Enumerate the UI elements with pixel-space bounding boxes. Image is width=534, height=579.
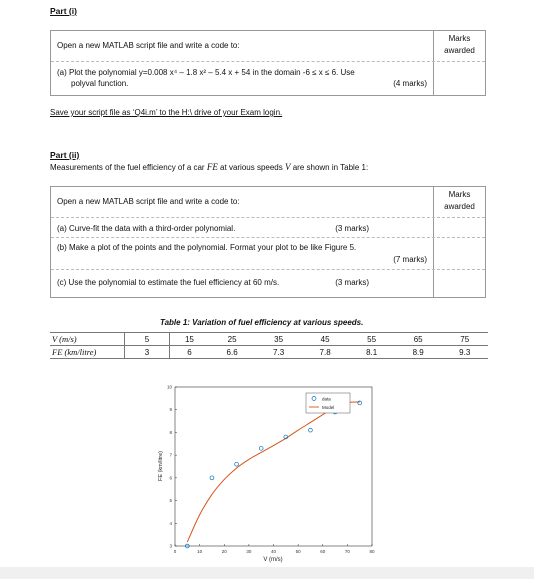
x-axis-label: V (m/s) <box>263 557 283 563</box>
table-cell: 6.6 <box>209 346 256 359</box>
y-tick-label: 7 <box>169 452 172 458</box>
table-cell: 8.1 <box>348 346 395 359</box>
viewer-footer-bar <box>0 567 534 579</box>
part2-intro: Measurements of the fuel efficiency of a car FE at various speeds V are shown in Table 1: <box>50 162 369 172</box>
y-tick-label: 10 <box>166 384 172 390</box>
table-cell: 6 <box>170 346 209 359</box>
x-tick-label: 60 <box>320 549 326 554</box>
y-tick-label: 9 <box>169 407 172 413</box>
y-tick-label: 4 <box>169 520 172 526</box>
table-cell: 55 <box>348 333 395 346</box>
part2-item-a-marks: (3 marks) <box>335 224 369 233</box>
part2-item-a: (a) Curve-fit the data with a third-order polynomial. (3 marks) <box>57 224 369 233</box>
y-axis-label: FE (km/litre) <box>158 451 164 481</box>
x-tick-label: 20 <box>221 549 227 554</box>
table-cell: 35 <box>255 333 302 346</box>
part1-item-a <box>51 62 433 95</box>
legend <box>306 393 350 413</box>
part1-question-box <box>50 30 486 96</box>
x-tick-label: 0 <box>173 549 177 554</box>
x-tick-label: 10 <box>197 549 203 554</box>
table-row-speed <box>50 333 488 346</box>
table-cell: 5 <box>125 333 170 346</box>
fuel-efficiency-plot <box>140 378 400 568</box>
x-tick-label: 50 <box>295 549 301 554</box>
part2-item-b-marks: (7 marks) <box>393 255 427 264</box>
y-tick-label: 5 <box>169 498 172 504</box>
part2-marks-header: Marks awarded <box>433 187 485 217</box>
row-label-speed: V (m/s) <box>50 333 125 346</box>
table1-caption: Table 1: Variation of fuel efficiency at various speeds. <box>160 318 364 327</box>
part1-marks-header: Marks awarded <box>433 31 485 61</box>
x-tick-label: 80 <box>369 549 375 554</box>
table-cell: 45 <box>302 333 349 346</box>
x-tick-label: 30 <box>246 549 252 554</box>
table-cell: 3 <box>125 346 170 359</box>
table-cell: 7.8 <box>302 346 349 359</box>
part2-item-b: (b) Make a plot of the points and the polynomial. Format your plot to be like Figure 5. (7 marks) <box>57 243 427 264</box>
part2-item-b-award-cell <box>433 238 485 269</box>
part2-item-c-marks: (3 marks) <box>335 278 369 287</box>
part1-item-a-line1: (a) Plot the polynomial y=0.008 x⁴ – 1.8 x² – 5.4 x + 54 in the domain -6 ≤ x ≤ 6. Use <box>57 68 355 77</box>
table-cell: 8.9 <box>395 346 442 359</box>
part1-item-a-line2: polyval function. <box>71 79 129 88</box>
table-cell: 75 <box>441 333 488 346</box>
table-cell: 7.3 <box>255 346 302 359</box>
x-tick-label: 70 <box>344 549 350 554</box>
save-note: Save your script file as ‘Q4i.m’ to the H:\ drive of your Exam login. <box>50 108 283 117</box>
table-cell: 9.3 <box>441 346 488 359</box>
y-tick-label: 3 <box>169 543 172 549</box>
part1-heading: Part (i) <box>50 6 77 16</box>
part2-box-header: Open a new MATLAB script file and write a code to: <box>57 197 240 206</box>
legend-label-data: data <box>322 396 331 402</box>
table-cell: 15 <box>170 333 209 346</box>
x-tick-label: 40 <box>270 549 277 554</box>
part1-box-header: Open a new MATLAB script file and write a code to: <box>57 41 240 50</box>
legend-label-model: Model <box>322 405 335 410</box>
part2-item-c: (c) Use the polynomial to estimate the fuel efficiency at 60 m/s. (3 marks) <box>57 278 369 287</box>
part2-heading: Part (ii) <box>50 150 80 160</box>
part2-question-box <box>50 186 486 298</box>
fuel-efficiency-table <box>50 332 488 359</box>
row-label-fe: FE (km/litre) <box>50 346 125 359</box>
y-tick-label: 8 <box>169 429 172 435</box>
part1-item-a-marks: (4 marks) <box>393 79 427 88</box>
part2-item-c-award-cell <box>433 270 485 297</box>
part1-item-a-award-cell <box>433 62 485 95</box>
table-cell: 65 <box>395 333 442 346</box>
part2-item-a-award-cell <box>433 218 485 237</box>
table-cell: 25 <box>209 333 256 346</box>
table-row-fe <box>50 346 488 359</box>
y-tick-label: 6 <box>169 475 172 481</box>
